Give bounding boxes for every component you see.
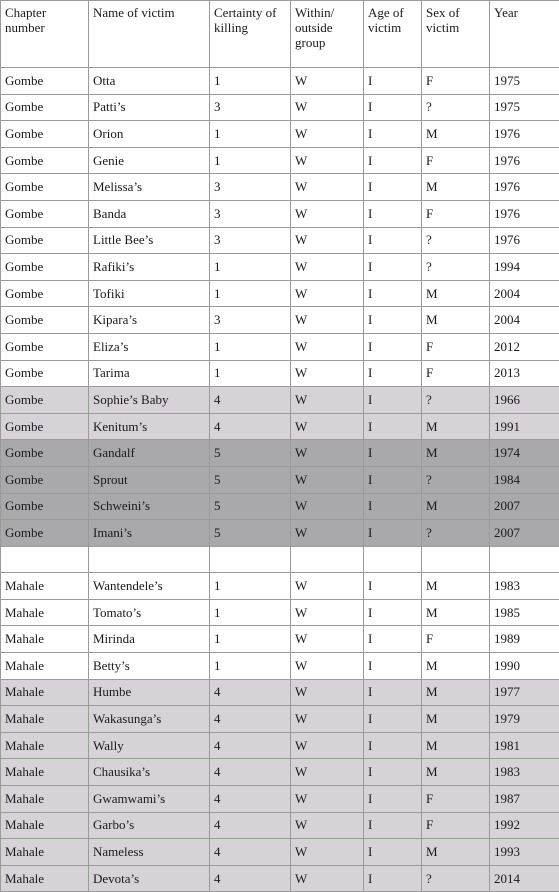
group-cell: W: [291, 653, 364, 680]
year-cell: 1991: [490, 413, 559, 440]
group-cell: W: [291, 121, 364, 148]
group-cell: W: [291, 307, 364, 334]
certainty-cell: 5: [210, 520, 291, 547]
chapter-cell: Gombe: [1, 68, 89, 95]
table-row: [1, 599, 559, 626]
year-cell: 2014: [490, 865, 559, 892]
victim-name-cell: Chausika’s: [89, 759, 210, 786]
age-cell: I: [364, 626, 422, 653]
victim-name-cell: Wantendele’s: [89, 573, 210, 600]
chapter-cell: Gombe: [1, 307, 89, 334]
chapter-cell: Gombe: [1, 520, 89, 547]
sex-cell: ?: [422, 466, 490, 493]
year-cell: 1976: [490, 121, 559, 148]
certainty-cell: 1: [210, 121, 291, 148]
victim-name-cell: Imani’s: [89, 520, 210, 547]
age-cell: I: [364, 360, 422, 387]
group-cell: W: [291, 440, 364, 467]
group-cell: W: [291, 227, 364, 254]
victim-name-cell: Wakasunga’s: [89, 706, 210, 733]
age-cell: I: [364, 387, 422, 414]
group-cell: W: [291, 360, 364, 387]
year-cell: 1975: [490, 94, 559, 121]
group-cell: W: [291, 94, 364, 121]
group-cell: W: [291, 466, 364, 493]
sex-cell: M: [422, 573, 490, 600]
group-cell: W: [291, 493, 364, 520]
certainty-cell: 4: [210, 679, 291, 706]
group-cell: W: [291, 865, 364, 892]
age-cell: [364, 546, 422, 573]
year-cell: 1987: [490, 786, 559, 813]
table-row: [1, 360, 559, 387]
table-row: [1, 865, 559, 892]
sex-cell: F: [422, 626, 490, 653]
chapter-cell: Gombe: [1, 254, 89, 281]
table-row: [1, 147, 559, 174]
certainty-cell: 5: [210, 466, 291, 493]
sex-cell: M: [422, 839, 490, 866]
certainty-cell: 3: [210, 94, 291, 121]
victim-name-cell: Kipara’s: [89, 307, 210, 334]
year-cell: 1984: [490, 466, 559, 493]
year-cell: 1983: [490, 759, 559, 786]
table-row: [1, 786, 559, 813]
chapter-cell: Gombe: [1, 360, 89, 387]
chapter-cell: Mahale: [1, 865, 89, 892]
victim-name-cell: Wally: [89, 732, 210, 759]
victim-name-cell: Devota’s: [89, 865, 210, 892]
sex-cell: M: [422, 732, 490, 759]
table-row: [1, 493, 559, 520]
table-row: [1, 227, 559, 254]
header-name-of-victim: Name of victim: [89, 1, 210, 68]
age-cell: I: [364, 200, 422, 227]
year-cell: 1976: [490, 174, 559, 201]
chapter-cell: Gombe: [1, 121, 89, 148]
age-cell: I: [364, 706, 422, 733]
victim-name-cell: Nameless: [89, 839, 210, 866]
chapter-cell: Mahale: [1, 599, 89, 626]
sex-cell: M: [422, 307, 490, 334]
table-row: [1, 307, 559, 334]
chapter-cell: Gombe: [1, 200, 89, 227]
age-cell: I: [364, 786, 422, 813]
sex-cell: ?: [422, 254, 490, 281]
year-cell: 1992: [490, 812, 559, 839]
chapter-cell: Mahale: [1, 759, 89, 786]
certainty-cell: 4: [210, 706, 291, 733]
certainty-cell: 1: [210, 254, 291, 281]
year-cell: 2007: [490, 520, 559, 547]
certainty-cell: 4: [210, 732, 291, 759]
victim-name-cell: Gandalf: [89, 440, 210, 467]
table-row: [1, 440, 559, 467]
group-cell: W: [291, 706, 364, 733]
age-cell: I: [364, 254, 422, 281]
year-cell: 1979: [490, 706, 559, 733]
certainty-cell: 4: [210, 786, 291, 813]
sex-cell: F: [422, 786, 490, 813]
age-cell: I: [364, 94, 422, 121]
table-row: [1, 254, 559, 281]
sex-cell: M: [422, 413, 490, 440]
certainty-cell: 3: [210, 227, 291, 254]
table-row: [1, 520, 559, 547]
victim-name-cell: Little Bee’s: [89, 227, 210, 254]
header-certainty-of-killing: Certainty of killing: [210, 1, 291, 68]
year-cell: 1977: [490, 679, 559, 706]
victim-name-cell: Otta: [89, 68, 210, 95]
sex-cell: M: [422, 706, 490, 733]
table-row: [1, 626, 559, 653]
table-row: [1, 839, 559, 866]
chapter-cell: Gombe: [1, 94, 89, 121]
chapter-cell: Mahale: [1, 812, 89, 839]
age-cell: I: [364, 227, 422, 254]
chapter-cell: Gombe: [1, 147, 89, 174]
victim-name-cell: Melissa’s: [89, 174, 210, 201]
chapter-cell: Gombe: [1, 387, 89, 414]
age-cell: I: [364, 440, 422, 467]
certainty-cell: 1: [210, 147, 291, 174]
group-cell: W: [291, 520, 364, 547]
victim-name-cell: Tofiki: [89, 280, 210, 307]
year-cell: 1993: [490, 839, 559, 866]
chapter-cell: Mahale: [1, 626, 89, 653]
table-row: [1, 573, 559, 600]
header-sex-of-victim: Sex of victim: [422, 1, 490, 68]
victim-name-cell: Schweini’s: [89, 493, 210, 520]
header-within-outside-group: Within/ outside group: [291, 1, 364, 68]
table-row: [1, 812, 559, 839]
group-cell: W: [291, 147, 364, 174]
age-cell: I: [364, 333, 422, 360]
certainty-cell: 5: [210, 440, 291, 467]
age-cell: I: [364, 573, 422, 600]
certainty-cell: [210, 546, 291, 573]
sex-cell: M: [422, 679, 490, 706]
year-cell: 1983: [490, 573, 559, 600]
year-cell: 1976: [490, 227, 559, 254]
victim-name-cell: Orion: [89, 121, 210, 148]
age-cell: I: [364, 759, 422, 786]
table-row: [1, 732, 559, 759]
table-row: [1, 466, 559, 493]
victim-name-cell: Garbo’s: [89, 812, 210, 839]
table-row: [1, 679, 559, 706]
table-row: [1, 121, 559, 148]
sex-cell: M: [422, 759, 490, 786]
table-row: [1, 706, 559, 733]
group-cell: W: [291, 174, 364, 201]
table-row: [1, 387, 559, 414]
certainty-cell: 4: [210, 812, 291, 839]
age-cell: I: [364, 493, 422, 520]
age-cell: I: [364, 653, 422, 680]
table-row: [1, 200, 559, 227]
chapter-cell: Mahale: [1, 732, 89, 759]
chapter-cell: Gombe: [1, 440, 89, 467]
table-row: [1, 174, 559, 201]
sex-cell: [422, 546, 490, 573]
header-chapter-number: Chapter number: [1, 1, 89, 68]
group-cell: W: [291, 679, 364, 706]
victim-name-cell: [89, 546, 210, 573]
table-row: [1, 413, 559, 440]
group-cell: W: [291, 732, 364, 759]
year-cell: 2004: [490, 307, 559, 334]
chapter-cell: Gombe: [1, 466, 89, 493]
year-cell: 1985: [490, 599, 559, 626]
year-cell: 2012: [490, 333, 559, 360]
chapter-cell: Gombe: [1, 333, 89, 360]
sex-cell: M: [422, 440, 490, 467]
certainty-cell: 4: [210, 865, 291, 892]
certainty-cell: 1: [210, 68, 291, 95]
year-cell: 1994: [490, 254, 559, 281]
certainty-cell: 1: [210, 653, 291, 680]
group-cell: W: [291, 626, 364, 653]
chapter-cell: Gombe: [1, 493, 89, 520]
table-row: [1, 546, 559, 573]
table-row: [1, 759, 559, 786]
group-cell: [291, 546, 364, 573]
group-cell: W: [291, 333, 364, 360]
age-cell: I: [364, 732, 422, 759]
certainty-cell: 1: [210, 599, 291, 626]
chapter-cell: Mahale: [1, 679, 89, 706]
chapter-cell: Gombe: [1, 413, 89, 440]
group-cell: W: [291, 68, 364, 95]
victim-name-cell: Tomato’s: [89, 599, 210, 626]
certainty-cell: 4: [210, 839, 291, 866]
age-cell: I: [364, 174, 422, 201]
sex-cell: ?: [422, 520, 490, 547]
group-cell: W: [291, 200, 364, 227]
year-cell: 1975: [490, 68, 559, 95]
year-cell: 1989: [490, 626, 559, 653]
victim-name-cell: Banda: [89, 200, 210, 227]
age-cell: I: [364, 599, 422, 626]
age-cell: I: [364, 865, 422, 892]
age-cell: I: [364, 679, 422, 706]
victim-name-cell: Patti’s: [89, 94, 210, 121]
sex-cell: F: [422, 360, 490, 387]
victim-name-cell: Mirinda: [89, 626, 210, 653]
age-cell: I: [364, 839, 422, 866]
header-year: Year: [490, 1, 559, 68]
victim-name-cell: Humbe: [89, 679, 210, 706]
victim-name-cell: Gwamwami’s: [89, 786, 210, 813]
age-cell: I: [364, 307, 422, 334]
year-cell: 2013: [490, 360, 559, 387]
group-cell: W: [291, 413, 364, 440]
victim-name-cell: Kenitum’s: [89, 413, 210, 440]
chapter-cell: Mahale: [1, 786, 89, 813]
year-cell: 1990: [490, 653, 559, 680]
sex-cell: F: [422, 68, 490, 95]
group-cell: W: [291, 280, 364, 307]
group-cell: W: [291, 599, 364, 626]
certainty-cell: 3: [210, 307, 291, 334]
sex-cell: M: [422, 599, 490, 626]
certainty-cell: 3: [210, 200, 291, 227]
sex-cell: F: [422, 147, 490, 174]
sex-cell: M: [422, 653, 490, 680]
sex-cell: ?: [422, 94, 490, 121]
group-cell: W: [291, 254, 364, 281]
table-row: [1, 94, 559, 121]
sex-cell: F: [422, 812, 490, 839]
table-row: [1, 653, 559, 680]
certainty-cell: 5: [210, 493, 291, 520]
year-cell: [490, 546, 559, 573]
certainty-cell: 1: [210, 360, 291, 387]
sex-cell: M: [422, 121, 490, 148]
group-cell: W: [291, 573, 364, 600]
sex-cell: ?: [422, 387, 490, 414]
certainty-cell: 4: [210, 413, 291, 440]
table-row: [1, 280, 559, 307]
sex-cell: ?: [422, 227, 490, 254]
certainty-cell: 4: [210, 387, 291, 414]
age-cell: I: [364, 466, 422, 493]
victim-name-cell: Eliza’s: [89, 333, 210, 360]
group-cell: W: [291, 759, 364, 786]
header-row: [1, 1, 559, 68]
table-body: [1, 68, 559, 892]
chapter-cell: Gombe: [1, 227, 89, 254]
chapter-cell: [1, 546, 89, 573]
table-row: [1, 333, 559, 360]
age-cell: I: [364, 121, 422, 148]
group-cell: W: [291, 839, 364, 866]
group-cell: W: [291, 812, 364, 839]
age-cell: I: [364, 147, 422, 174]
sex-cell: M: [422, 280, 490, 307]
sex-cell: ?: [422, 865, 490, 892]
victim-name-cell: Tarima: [89, 360, 210, 387]
age-cell: I: [364, 68, 422, 95]
age-cell: I: [364, 413, 422, 440]
group-cell: W: [291, 786, 364, 813]
victim-name-cell: Rafiki’s: [89, 254, 210, 281]
certainty-cell: 1: [210, 333, 291, 360]
group-cell: W: [291, 387, 364, 414]
sex-cell: F: [422, 333, 490, 360]
age-cell: I: [364, 812, 422, 839]
age-cell: I: [364, 280, 422, 307]
year-cell: 1966: [490, 387, 559, 414]
chapter-cell: Gombe: [1, 280, 89, 307]
chapter-cell: Mahale: [1, 653, 89, 680]
sex-cell: F: [422, 200, 490, 227]
chapter-cell: Mahale: [1, 839, 89, 866]
chapter-cell: Gombe: [1, 174, 89, 201]
year-cell: 1981: [490, 732, 559, 759]
certainty-cell: 4: [210, 759, 291, 786]
victim-name-cell: Sophie’s Baby: [89, 387, 210, 414]
age-cell: I: [364, 520, 422, 547]
chapter-cell: Mahale: [1, 573, 89, 600]
certainty-cell: 1: [210, 280, 291, 307]
victim-name-cell: Genie: [89, 147, 210, 174]
victim-name-cell: Betty’s: [89, 653, 210, 680]
year-cell: 1976: [490, 147, 559, 174]
table-row: [1, 68, 559, 95]
chapter-cell: Mahale: [1, 706, 89, 733]
year-cell: 1976: [490, 200, 559, 227]
year-cell: 2004: [490, 280, 559, 307]
sex-cell: M: [422, 493, 490, 520]
victim-name-cell: Sprout: [89, 466, 210, 493]
certainty-cell: 1: [210, 626, 291, 653]
certainty-cell: 1: [210, 573, 291, 600]
certainty-cell: 3: [210, 174, 291, 201]
header-age-of-victim: Age of victim: [364, 1, 422, 68]
sex-cell: M: [422, 174, 490, 201]
year-cell: 1974: [490, 440, 559, 467]
year-cell: 2007: [490, 493, 559, 520]
